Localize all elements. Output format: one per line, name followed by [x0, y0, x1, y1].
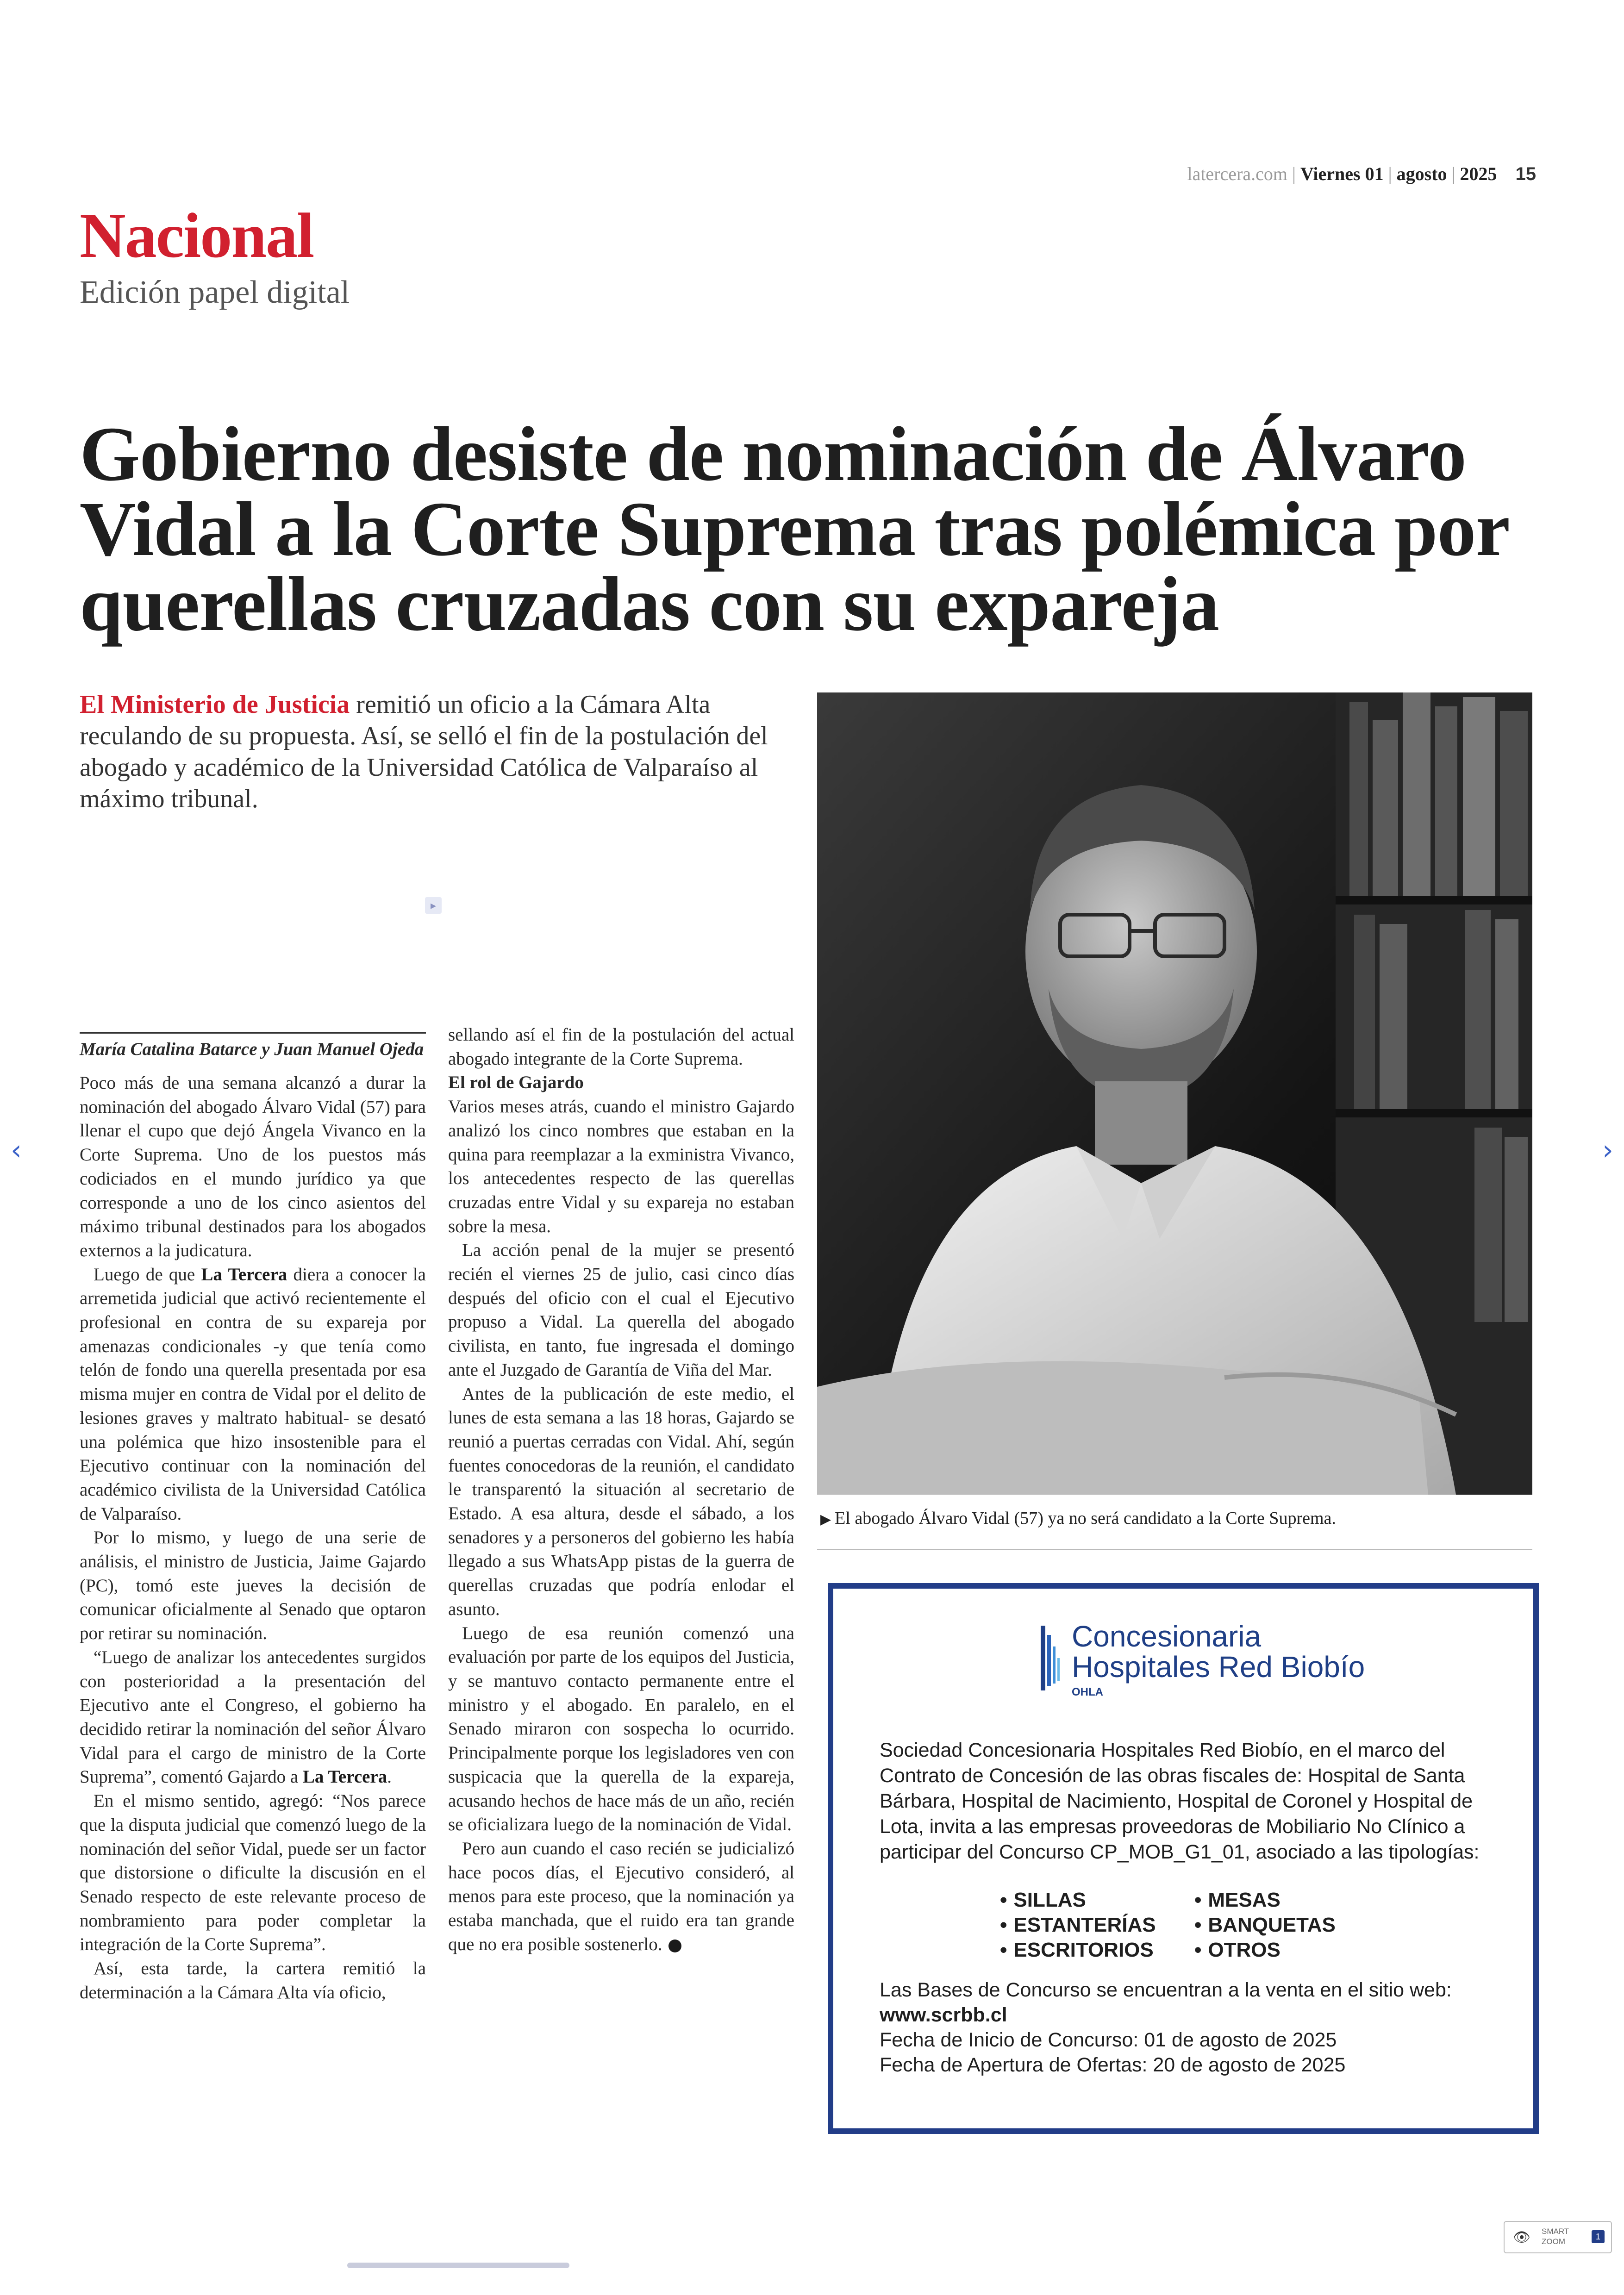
chevron-right-icon[interactable]: › — [1602, 1134, 1613, 1166]
list-item: • SILLAS — [1000, 1888, 1156, 1913]
lead-highlight: El Ministerio de Justicia — [80, 690, 350, 719]
ad-logo-name: Concesionaria Hospitales Red Biobío — [1072, 1620, 1365, 1684]
ad-url-link[interactable]: www.scrbb.cl — [880, 2004, 1007, 2026]
byline-rule — [80, 1032, 426, 1034]
ad-list-left — [1000, 1888, 1156, 1963]
paragraph: sellando así el fin de la postulación del actual abogado integrante de la Corte Suprema. — [448, 1025, 794, 1069]
section-title: Nacional — [80, 200, 314, 271]
ad-list-right — [1194, 1888, 1336, 1963]
article-column-2 — [448, 1023, 794, 1956]
end-mark-icon — [668, 1940, 681, 1952]
portrait-photo — [817, 692, 1532, 1495]
list-item: • MESAS — [1194, 1888, 1336, 1913]
page-header: latercera.com | Viernes 01 | agosto | 2025 15 — [1187, 163, 1536, 184]
horizontal-scrollbar[interactable] — [347, 2263, 569, 2268]
caption-divider — [817, 1549, 1532, 1550]
ad-logo-sub: OHLA — [1072, 1686, 1103, 1698]
paragraph: Luego de que La Tercera diera a conocer la arremetida judicial que activó recientemente el profesional en contra de su expareja por amenazas condicionales -y que tenía como telón de fondo una querella presentada por esa misma mujer en contra de Vidal por el delito de lesiones graves y maltrato habitual- se desató una polémica que hizo insostenible para el Ejecutivo continuar con la nominación del académico civilista de la Universidad Católica de Valparaíso. — [80, 1264, 426, 1524]
ad-body: Sociedad Concesionaria Hospitales Red Biobío, en el marco del Contrato de Concesión de las obras fiscales de: Hospital de Santa Bárbara, Hospital de Nacimiento, Hospital de Coronel y Hospital de Lota, invita a las empresas proveedoras de Mobiliario No Clínico a participar del Concurso CP_MOB_G1_01, asociado a las tipologías: — [880, 1739, 1480, 1863]
smart-zoom-label: SMART ZOOM — [1542, 2227, 1569, 2246]
list-item: • ESCRITORIOS — [1000, 1938, 1156, 1963]
date-day: Viernes 01 — [1300, 163, 1384, 184]
paragraph: Varios meses atrás, cuando el ministro Gajardo analizó los cinco nombres que estaban en la quina para reemplazar a la exministra Vivanco, los antecedentes respecto de las querellas cruzadas entre Vidal y su expareja no estaban sobre la mesa. — [448, 1097, 794, 1236]
list-item: • ESTANTERÍAS — [1000, 1913, 1156, 1938]
advertisement[interactable] — [828, 1583, 1539, 2134]
site-name: latercera.com — [1187, 163, 1287, 184]
paragraph: Pero aun cuando el caso recién se judicializó hace pocos días, el Ejecutivo consideró, al menos para este proceso, que la nominación ya estaba manchada, que el ruido era tan grande que no era posible sostenerlo. — [448, 1838, 794, 1954]
smart-zoom-button[interactable] — [1504, 2221, 1612, 2253]
paragraph: En el mismo sentido, agregó: “Nos parece que la disputa judicial que comenzó luego de la nominación del señor Vidal, puede ser un factor que distorsione o dificulte la discusión en el Senado respecto de este relevante proceso de nombramiento para poder completar la integración de la Corte Suprema”. — [80, 1791, 426, 1955]
paragraph: “Luego de analizar los antecedentes surgidos con posterioridad a la presentación del Ejecutivo ante el Congreso, el gobierno ha decidido retirar la nominación del señor Álvaro Vidal para el cargo de ministro de la Corte Suprema”, comentó Gajardo a La Tercera. — [80, 1647, 426, 1787]
article-headline: Gobierno desiste de nominación de Álvaro Vidal a la Corte Suprema tras polémica por querellas cruzadas con su expareja — [80, 411, 1509, 647]
chevron-left-icon[interactable]: ‹ — [11, 1134, 22, 1166]
subheading: El rol de Gajardo — [448, 1073, 584, 1093]
ad-start-date: Fecha de Inicio de Concurso: 01 de agosto de 2025 — [880, 2029, 1337, 2051]
paragraph: Poco más de una semana alcanzó a durar la nominación del abogado Álvaro Vidal (57) para llenar el cupo que dejó Ángela Vivanco en la Corte Suprema. Uno de los puestos más codiciados en el mundo jurídico ya que corresponde a uno de los cinco asientos del máximo tribunal destinados para los abogados externos a la judicatura. — [80, 1073, 426, 1260]
article-photo[interactable] — [817, 692, 1532, 1495]
paragraph: Así, esta tarde, la cartera remitió la determinación a la Cámara Alta vía oficio, — [80, 1958, 426, 2002]
photo-caption: ▶ El abogado Álvaro Vidal (57) ya no será candidato a la Corte Suprema. — [820, 1509, 1336, 1528]
paragraph: Antes de la publicación de este medio, el lunes de esta semana a las 18 horas, Gajardo se reunió a puertas cerradas con Vidal. Ahí, según fuentes conocedoras de la reunión, el candidato le transparentó la situación al secretario de Estado. A esa altura, desde el sábado, a los senadores y a personeros del gobierno les había llegado a sus WhatsApp pistas de la guerra de querellas cruzadas que podría enlodar el asunto. — [448, 1384, 794, 1619]
article-column-1 — [80, 1032, 426, 2004]
play-icon[interactable]: ▸ — [425, 897, 442, 914]
lead-text: remitió un oficio a la Cámara Alta reculando de su propuesta. Así, se selló el fin de la postulación del abogado y académico de la Universidad Católica de Valparaíso al máximo tribunal. — [80, 690, 768, 813]
date-year: 2025 — [1460, 163, 1497, 184]
page-number: 15 — [1515, 164, 1536, 184]
article-lead — [80, 689, 811, 815]
ad-bases-line: Las Bases de Concurso se encuentran a la venta en el sitio web: — [880, 1979, 1452, 2001]
zoom-count-badge: 1 — [1592, 2230, 1605, 2243]
eye-icon: 👁 — [1513, 2229, 1531, 2245]
logo-bars-icon — [1037, 1626, 1063, 1690]
triangle-right-icon: ▶ — [820, 1511, 831, 1528]
edition-label: Edición papel digital — [80, 274, 350, 310]
date-month: agosto — [1396, 163, 1447, 184]
paragraph: Luego de esa reunión comenzó una evaluación por parte de los equipos del Justicia, y se mantuvo contacto permanente entre el ministro y el abogado. En paralelo, en el Senado miraron con sospecha lo ocurrido. Principalmente porque los legisladores ven con suspicacia que la querella de la expareja, acusando hechos de hace más de un año, recién se oficializara luego de la nominación de Vidal. — [448, 1623, 794, 1835]
ad-footer — [880, 1977, 1491, 2077]
paragraph: La acción penal de la mujer se presentó recién el viernes 25 de julio, casi cinco días después del oficio con el cual el Ejecutivo propuso a Vidal. La querella del abogado civilista, en tanto, fue ingresada el domingo ante el Juzgado de Garantía de Viña del Mar. — [448, 1240, 794, 1380]
ad-open-date: Fecha de Apertura de Ofertas: 20 de agosto de 2025 — [880, 2054, 1346, 2076]
list-item: • OTROS — [1194, 1938, 1336, 1963]
byline: María Catalina Batarce y Juan Manuel Ojeda — [80, 1039, 424, 1059]
list-item: • BANQUETAS — [1194, 1913, 1336, 1938]
paragraph: Por lo mismo, y luego de una serie de análisis, el ministro de Justicia, Jaime Gajardo (PC), tomó este jueves la decisión de comunicar oficialmente al Senado que optaron por retirar su nominación. — [80, 1528, 426, 1644]
